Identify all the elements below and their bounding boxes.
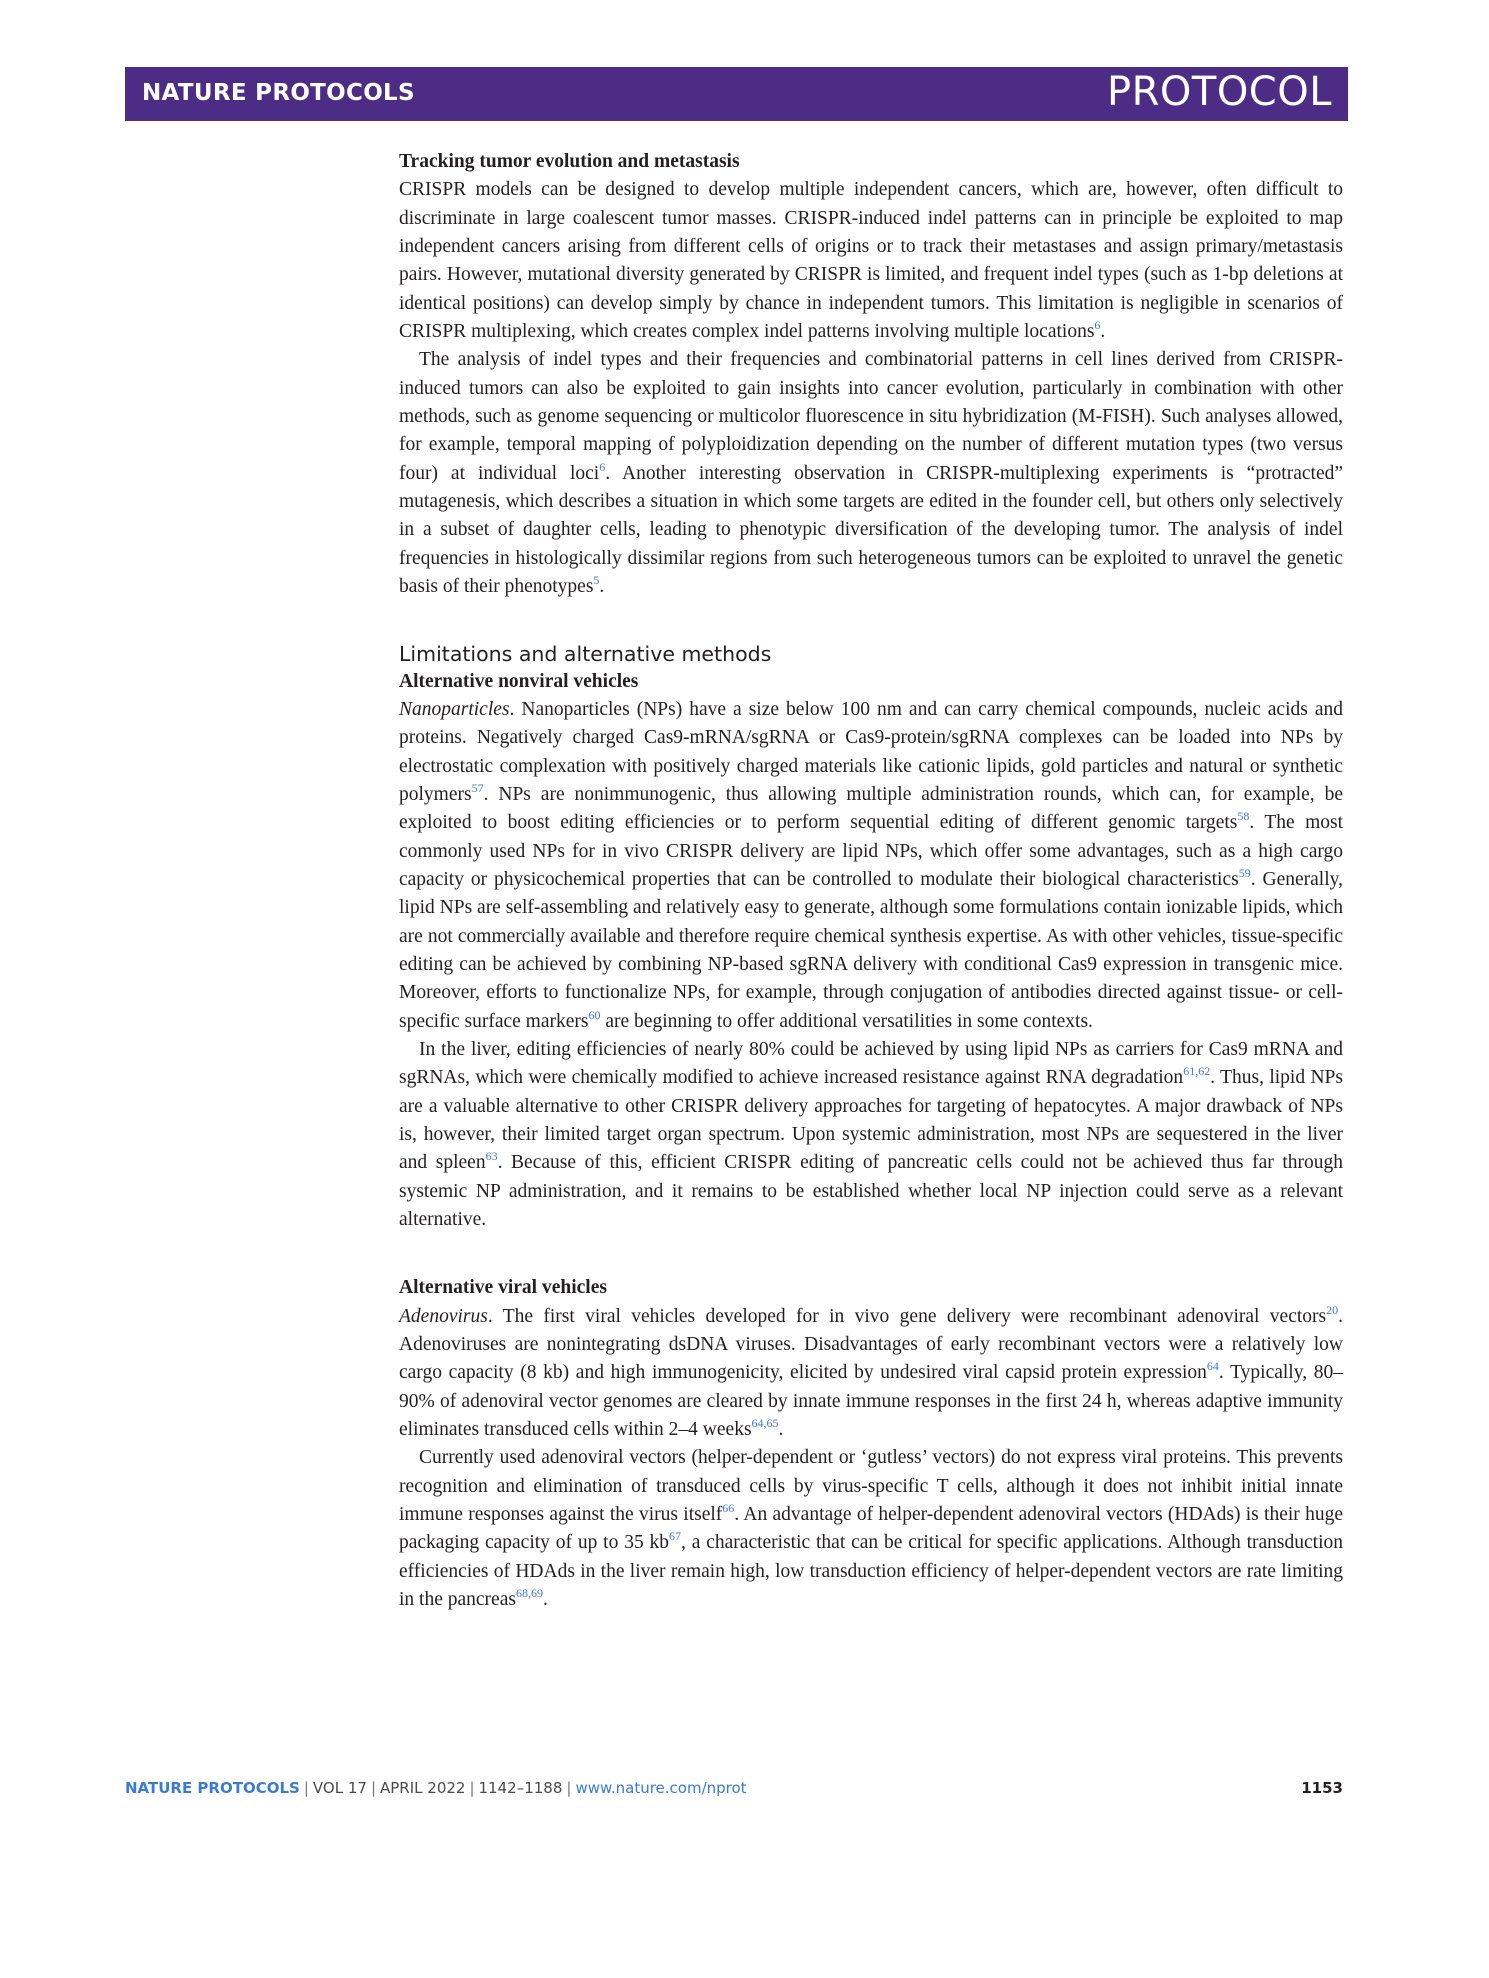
citation-link[interactable]: 20 bbox=[1326, 1302, 1339, 1317]
citation-link[interactable]: 6 bbox=[1094, 318, 1101, 333]
paragraph-text: . Thus, lipid NPs are a valuable alternative to other CRISPR delivery approaches for targeting of hepatocytes. A major drawback of NPs is, however, their limited target organ spectrum. Upon systemic administration, most NPs are sequestered in the liver and spleen bbox=[399, 1067, 1343, 1174]
paragraph-text: . Nanoparticles (NPs) have a size below 100 nm and can carry chemical compounds, nucleic acids and proteins. Negatively charged Cas9-mRNA/sgRNA or Cas9-protein/sgRNA complexes can be loaded into NPs by electrostatic complexation with positively charged materials like cationic lipids, gold particles and natural or synthetic polymers bbox=[399, 698, 1343, 805]
paragraph-text: . bbox=[1100, 321, 1106, 343]
paragraph-text: . Generally, lipid NPs are self-assembling and relatively easy to generate, although some formulations contain ionizable lipids, which are not commercially available and therefore require chemical synthesis expertise. As with other vehicles, tissue-specific editing can be achieved by combining NP-based sgRNA delivery with conditional Cas9 expression in transgenic mice. Moreover, efforts to functionalize NPs, for example, through conjugation of antibodies directed against tissue- or cell-specific surface markers bbox=[399, 868, 1343, 1032]
citation-link[interactable]: 59 bbox=[1238, 865, 1251, 880]
paragraph-text: . The first viral vehicles developed for in vivo gene delivery were recombinant adenoviral vectors bbox=[487, 1305, 1327, 1327]
paragraph-text: . Adenoviruses are nonintegrating dsDNA viruses. Disadvantages of early recombinant vectors were a relatively low cargo capacity (8 kb) and high immunogenicity, elicited by undesired viral capsid protein expression bbox=[399, 1305, 1343, 1384]
page-number: 1153 bbox=[1301, 1779, 1343, 1797]
paragraph-text: Currently used adenoviral vectors (helper-dependent or ‘gutless’ vectors) do not express viral proteins. This prevents recognition and elimination of transduced cells by virus-specific T cells, although it does not inhibit initial innate immune responses against the virus itself bbox=[399, 1447, 1343, 1526]
citation-link[interactable]: 63 bbox=[485, 1149, 498, 1164]
footer-pages: 1142–1188 bbox=[478, 1779, 563, 1797]
paragraph-text: CRISPR models can be designed to develop multiple independent cancers, which are, however, often difficult to discriminate in large coalescent tumor masses. CRISPR-induced indel patterns can in principle be exploited to map independent cancers arising from different cells of origins or to track their metastases and assign primary/metastasis pairs. However, mutational diversity generated by CRISPR is limited, and frequent indel types (such as 1-bp deletions at identical positions) can develop simply by chance in independent tumors. This limitation is negligible in scenarios of CRISPR multiplexing, which creates complex indel patterns involving multiple locations bbox=[399, 179, 1343, 343]
citation-link[interactable]: 67 bbox=[669, 1529, 682, 1544]
paragraph-text: . bbox=[542, 1589, 548, 1611]
footer-volume: VOL 17 bbox=[312, 1779, 367, 1797]
paragraph-text: . Typically, 80–90% of adenoviral vector genomes are cleared by innate immune responses in the first 24 h, whereas adaptive immunity eliminates transduced cells within 2–4 weeks bbox=[399, 1362, 1343, 1441]
journal-name: NATURE PROTOCOLS bbox=[142, 80, 415, 106]
footer-separator: | bbox=[469, 1779, 475, 1797]
paragraph-text: . NPs are nonimmunogenic, thus allowing multiple administration rounds, which can, for example, be exploited to boost editing efficiencies or to perform sequential editing of different genomic targets bbox=[399, 783, 1343, 834]
section-spacer bbox=[399, 1234, 1343, 1274]
paragraph bbox=[399, 346, 1343, 601]
subheading-viral: Alternative viral vehicles bbox=[399, 1277, 607, 1299]
citation-link[interactable]: 68,69 bbox=[515, 1586, 543, 1601]
paragraph-text: The analysis of indel types and their frequencies and combinatorial patterns in cell lines derived from CRISPR-induced tumors can also be exploited to gain insights into cancer evolution, particularly in combination with other methods, such as genome sequencing or multicolor fluorescence in situ hybridization (M-FISH). Such analyses allowed, for example, temporal mapping of polyploidization depending on the number of different mutation types (two versus four) at individual loci bbox=[399, 349, 1343, 484]
paragraph-text: . bbox=[599, 576, 605, 598]
paragraph-text: . The most commonly used NPs for in vivo CRISPR delivery are lipid NPs, which offer some advantages, such as a high cargo capacity or physicochemical properties that can be controlled to modulate their biological characteristics bbox=[399, 812, 1344, 890]
paragraph-text: , a characteristic that can be critical for specific applications. Although transduction efficiencies of HDAds in the liver remain high, low transduction efficiency of helper-dependent vectors are rate limiting in the pancreas bbox=[399, 1532, 1344, 1611]
paragraph-text: In the liver, editing efficiencies of nearly 80% could be achieved by using lipid NPs as carriers for Cas9 mRNA and sgRNAs, which were chemically modified to achieve increased resistance against RNA degradation bbox=[399, 1038, 1343, 1089]
article-body bbox=[399, 148, 1343, 1615]
subheading-nonviral: Alternative nonviral vehicles bbox=[399, 670, 639, 692]
footer-url-link[interactable]: www.nature.com/nprot bbox=[575, 1779, 747, 1797]
footer-separator: | bbox=[303, 1779, 309, 1797]
citation-link[interactable]: 5 bbox=[593, 573, 600, 588]
paragraph-text: . Another interesting observation in CRISPR-multiplexing experiments is “protracted” mutagenesis, which describes a situation in which some targets are edited in the founder cell, but others only selectively in a subset of daughter cells, leading to phenotypic diversification of the developing tumor. The analysis of indel frequencies in histologically dissimilar regions from such heterogeneous tumors can be exploited to unravel the genetic basis of their phenotypes bbox=[399, 462, 1344, 598]
paragraph-text: are beginning to offer additional versatilities in some contexts. bbox=[600, 1010, 1093, 1032]
paragraph bbox=[399, 1303, 1343, 1445]
citation-link[interactable]: 66 bbox=[722, 1501, 735, 1516]
article-type-label: PROTOCOL bbox=[1106, 69, 1332, 115]
section-heading-limitations: Limitations and alternative methods bbox=[399, 641, 772, 666]
citation-link[interactable]: 58 bbox=[1237, 809, 1250, 824]
footer-separator: | bbox=[566, 1779, 572, 1797]
paragraph bbox=[399, 1036, 1343, 1234]
citation-link[interactable]: 64,65 bbox=[751, 1416, 779, 1431]
footer-separator: | bbox=[370, 1779, 376, 1797]
run-in-heading: Adenovirus bbox=[399, 1305, 488, 1327]
paragraph bbox=[399, 696, 1343, 1036]
footer-journal: NATURE PROTOCOLS bbox=[125, 1779, 300, 1797]
paragraph-text: . bbox=[778, 1419, 784, 1441]
citation-link[interactable]: 6 bbox=[599, 459, 606, 474]
citation-link[interactable]: 64 bbox=[1206, 1359, 1219, 1374]
paragraph bbox=[399, 1444, 1343, 1614]
section-spacer bbox=[399, 602, 1343, 640]
page-footer bbox=[125, 1779, 1343, 1797]
footer-date: APRIL 2022 bbox=[380, 1779, 466, 1797]
citation-link[interactable]: 61,62 bbox=[1183, 1064, 1211, 1079]
paragraph-text: . Because of this, efficient CRISPR editing of pancreatic cells could not be achieved thus far through systemic NP administration, and it remains to be established whether local NP injection could serve as a relevant alternative. bbox=[399, 1152, 1343, 1231]
run-in-heading: Nanoparticles bbox=[399, 698, 510, 720]
citation-link[interactable]: 60 bbox=[588, 1007, 601, 1022]
subheading-tracking: Tracking tumor evolution and metastasis bbox=[399, 151, 740, 172]
paragraph bbox=[399, 176, 1343, 346]
citation-link[interactable]: 57 bbox=[471, 780, 484, 795]
paragraph-text: . An advantage of helper-dependent adenoviral vectors (HDAds) is their huge packaging capacity of up to 35 kb bbox=[399, 1504, 1343, 1554]
